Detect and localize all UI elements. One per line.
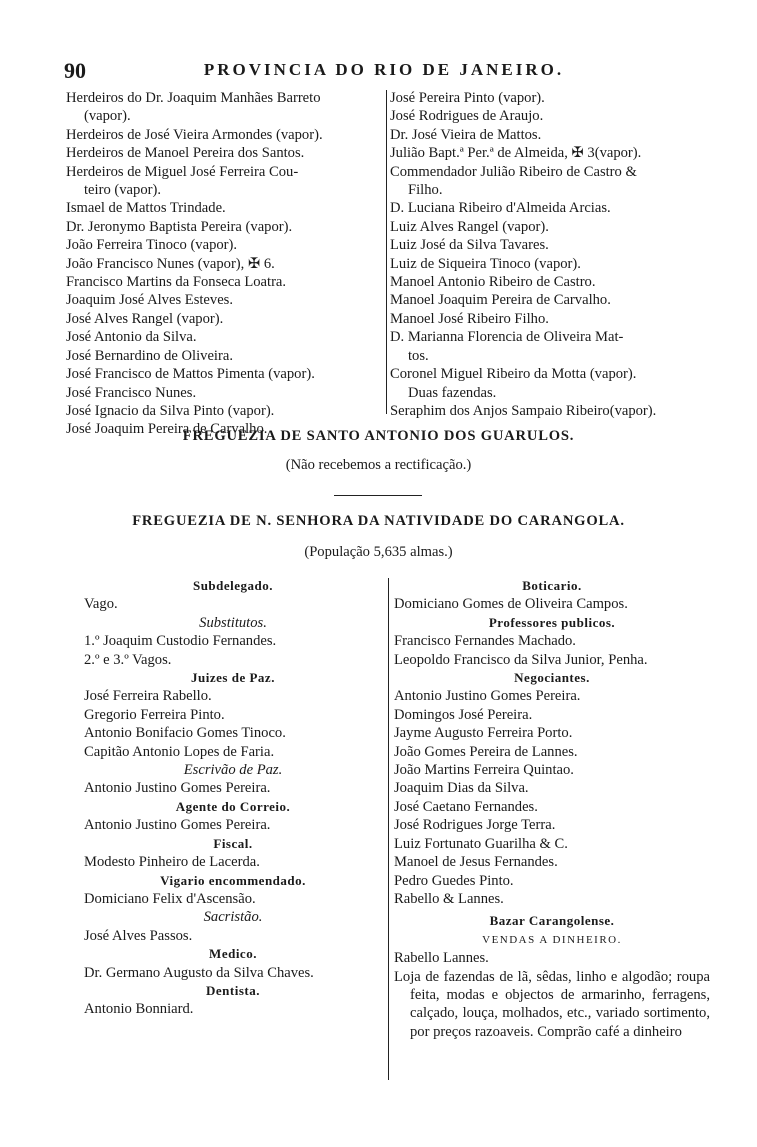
heading-bazar: Bazar Carangolense. (489, 913, 615, 929)
list-item: José Bernardino de Oliveira. (66, 347, 233, 364)
top-left-column (66, 89, 384, 439)
heading-subdelegado: Subdelegado. (192, 578, 274, 593)
heading-medico: Medico. (209, 946, 257, 962)
list-item: Julião Bapt.ª Per.ª de Almeida, ✠ 3(vapor). (390, 145, 642, 162)
list-item: José Ignacio da Silva Pinto (vapor). (66, 402, 275, 419)
list-item: D. Luciana Ribeiro d'Almeida Arcias. (390, 200, 611, 217)
list-item: José Francisco Nunes. (66, 384, 197, 401)
list-item: Luiz Alves Rangel (vapor). (390, 218, 549, 235)
heading-correio: Agente do Correio. (175, 798, 291, 814)
bazar-description: Loja de fazendas de lã, sêdas, linho e algodão; roupa feita, modas e objectos de armarinho, ferragens, calçado, louça, molhados, etc., variado sortimento, por preços razoaveis. Comprão café a dinheiro (394, 968, 710, 1040)
list-item: João Ferreira Tinoco (vapor). (66, 237, 238, 254)
list-item: (vapor). (84, 108, 131, 125)
list-item: João Gomes Pereira de Lannes. (394, 743, 578, 760)
carangola-title: FREGUEZIA DE N. SENHORA DA NATIVIDADE DO CARANGOLA. (132, 513, 625, 529)
list-item: Rabello & Lannes. (394, 890, 504, 907)
heading-escrivao: Escrivão de Paz. (183, 762, 283, 779)
page-number: 90 (64, 58, 86, 83)
list-item: Manoel José Ribeiro Filho. (390, 310, 549, 327)
list-item: José Rodrigues Jorge Terra. (394, 817, 556, 834)
column-divider (388, 578, 389, 1080)
dentista-value: Antonio Bonniard. (84, 1001, 194, 1018)
heading-vigario: Vigario encommendado. (160, 872, 306, 888)
list-item: tos. (408, 347, 429, 364)
correio-value: Antonio Justino Gomes Pereira. (84, 817, 271, 834)
list-item: Capitão Antonio Lopes de Faria. (84, 743, 275, 760)
list-item: Commendador Julião Ribeiro de Castro & (390, 163, 637, 180)
heading-juizes: Juizes de Paz. (191, 670, 275, 686)
heading-sacristao: Sacristão. (203, 909, 263, 926)
escrivao-value: Antonio Justino Gomes Pereira. (84, 780, 271, 797)
list-item: teiro (vapor). (84, 182, 161, 199)
list-item: Joaquim Dias da Silva. (394, 780, 529, 797)
list-item: Herdeiros de José Vieira Armondes (vapor). (66, 126, 323, 143)
vigario-value: Domiciano Felix d'Ascensão. (84, 890, 256, 907)
list-item: Francisco Martins da Fonseca Loatra. (66, 274, 287, 291)
list-item: José Francisco de Mattos Pimenta (vapor). (66, 366, 315, 383)
list-item: Joaquim José Alves Esteves. (66, 292, 234, 309)
heading-fiscal: Fiscal. (213, 835, 253, 851)
list-item: Seraphim dos Anjos Sampaio Ribeiro(vapor). (390, 402, 657, 419)
page-header (64, 58, 704, 84)
list-item: José Rodrigues de Araujo. (390, 108, 544, 125)
medico-value: Dr. Germano Augusto da Silva Chaves. (84, 964, 314, 981)
carangola-population: (População 5,635 almas.) (304, 544, 453, 560)
list-item: Antonio Justino Gomes Pereira. (394, 688, 581, 705)
top-right-column (390, 89, 708, 420)
heading-negociantes: Negociantes. (514, 670, 590, 686)
list-item: Leopoldo Francisco da Silva Junior, Penha. (394, 651, 648, 668)
list-item: Luiz José da Silva Tavares. (390, 237, 549, 254)
list-item: Luiz Fortunato Guarilha & C. (394, 835, 568, 852)
list-item: João Martins Ferreira Quintao. (394, 762, 574, 779)
carangola-left-column (84, 577, 382, 1019)
list-item: Luiz de Siqueira Tinoco (vapor). (390, 255, 581, 272)
column-divider (386, 90, 387, 414)
list-item: José Pereira Pinto (vapor). (390, 90, 545, 106)
carangola-right-column (394, 577, 710, 1041)
list-item: José Ferreira Rabello. (84, 688, 212, 705)
list-item: Herdeiros do Dr. Joaquim Manhães Barreto (66, 90, 321, 106)
list-item: Manoel Joaquim Pereira de Carvalho. (390, 292, 611, 309)
list-item: Coronel Miguel Ribeiro da Motta (vapor). (390, 366, 637, 383)
list-item: Antonio Bonifacio Gomes Tinoco. (84, 725, 286, 742)
list-item: Dr. José Vieira de Mattos. (390, 126, 542, 143)
guarulhos-title: FREGUEZIA DE SANTO ANTONIO DOS GUARULOS. (182, 428, 575, 444)
heading-substitutos: Substitutos. (199, 614, 267, 631)
subdelegado-value: Vago. (84, 596, 118, 613)
list-item: 1.º Joaquim Custodio Fernandes. (84, 633, 277, 650)
list-item: Duas fazendas. (408, 384, 497, 401)
list-item: Herdeiros de Manoel Pereira dos Santos. (66, 145, 305, 162)
boticario-value: Domiciano Gomes de Oliveira Campos. (394, 596, 628, 613)
section-separator (334, 495, 422, 496)
heading-dentista: Dentista. (206, 982, 260, 998)
bazar-subheading: VENDAS A DINHEIRO. (482, 933, 622, 946)
heading-professores: Professores publicos. (488, 614, 616, 630)
list-item: Ismael de Mattos Trindade. (66, 200, 226, 217)
list-item: José Caetano Fernandes. (394, 798, 538, 815)
list-item: Jayme Augusto Ferreira Porto. (394, 725, 573, 742)
list-item: Pedro Guedes Pinto. (394, 872, 514, 889)
list-item: Dr. Jeronymo Baptista Pereira (vapor). (66, 218, 293, 235)
list-item: Manoel Antonio Ribeiro de Castro. (390, 274, 596, 291)
list-item: D. Marianna Florencia de Oliveira Mat- (390, 329, 624, 346)
list-item: José Antonio da Silva. (66, 329, 197, 346)
list-item: Herdeiros de Miguel José Ferreira Cou- (66, 163, 299, 180)
list-item: José Joaquim Pereira de Carvalho. (66, 421, 268, 438)
list-item: Francisco Fernandes Machado. (394, 633, 576, 650)
list-item: Filho. (408, 182, 443, 199)
list-item: Domingos José Pereira. (394, 706, 533, 723)
list-item: 2.º e 3.º Vagos. (84, 651, 172, 668)
running-title: PROVINCIA DO RIO DE JANEIRO. (203, 60, 565, 79)
heading-boticario: Boticario. (522, 578, 582, 593)
list-item: Manoel de Jesus Fernandes. (394, 854, 558, 871)
list-item: Gregorio Ferreira Pinto. (84, 706, 225, 723)
bazar-owner: Rabello Lannes. (394, 950, 489, 967)
fiscal-value: Modesto Pinheiro de Lacerda. (84, 854, 260, 871)
list-item: José Alves Rangel (vapor). (66, 310, 224, 327)
guarulhos-note: (Não recebemos a rectificação.) (285, 457, 472, 473)
sacristao-value: José Alves Passos. (84, 927, 193, 944)
list-item: João Francisco Nunes (vapor), ✠ 6. (66, 255, 275, 272)
